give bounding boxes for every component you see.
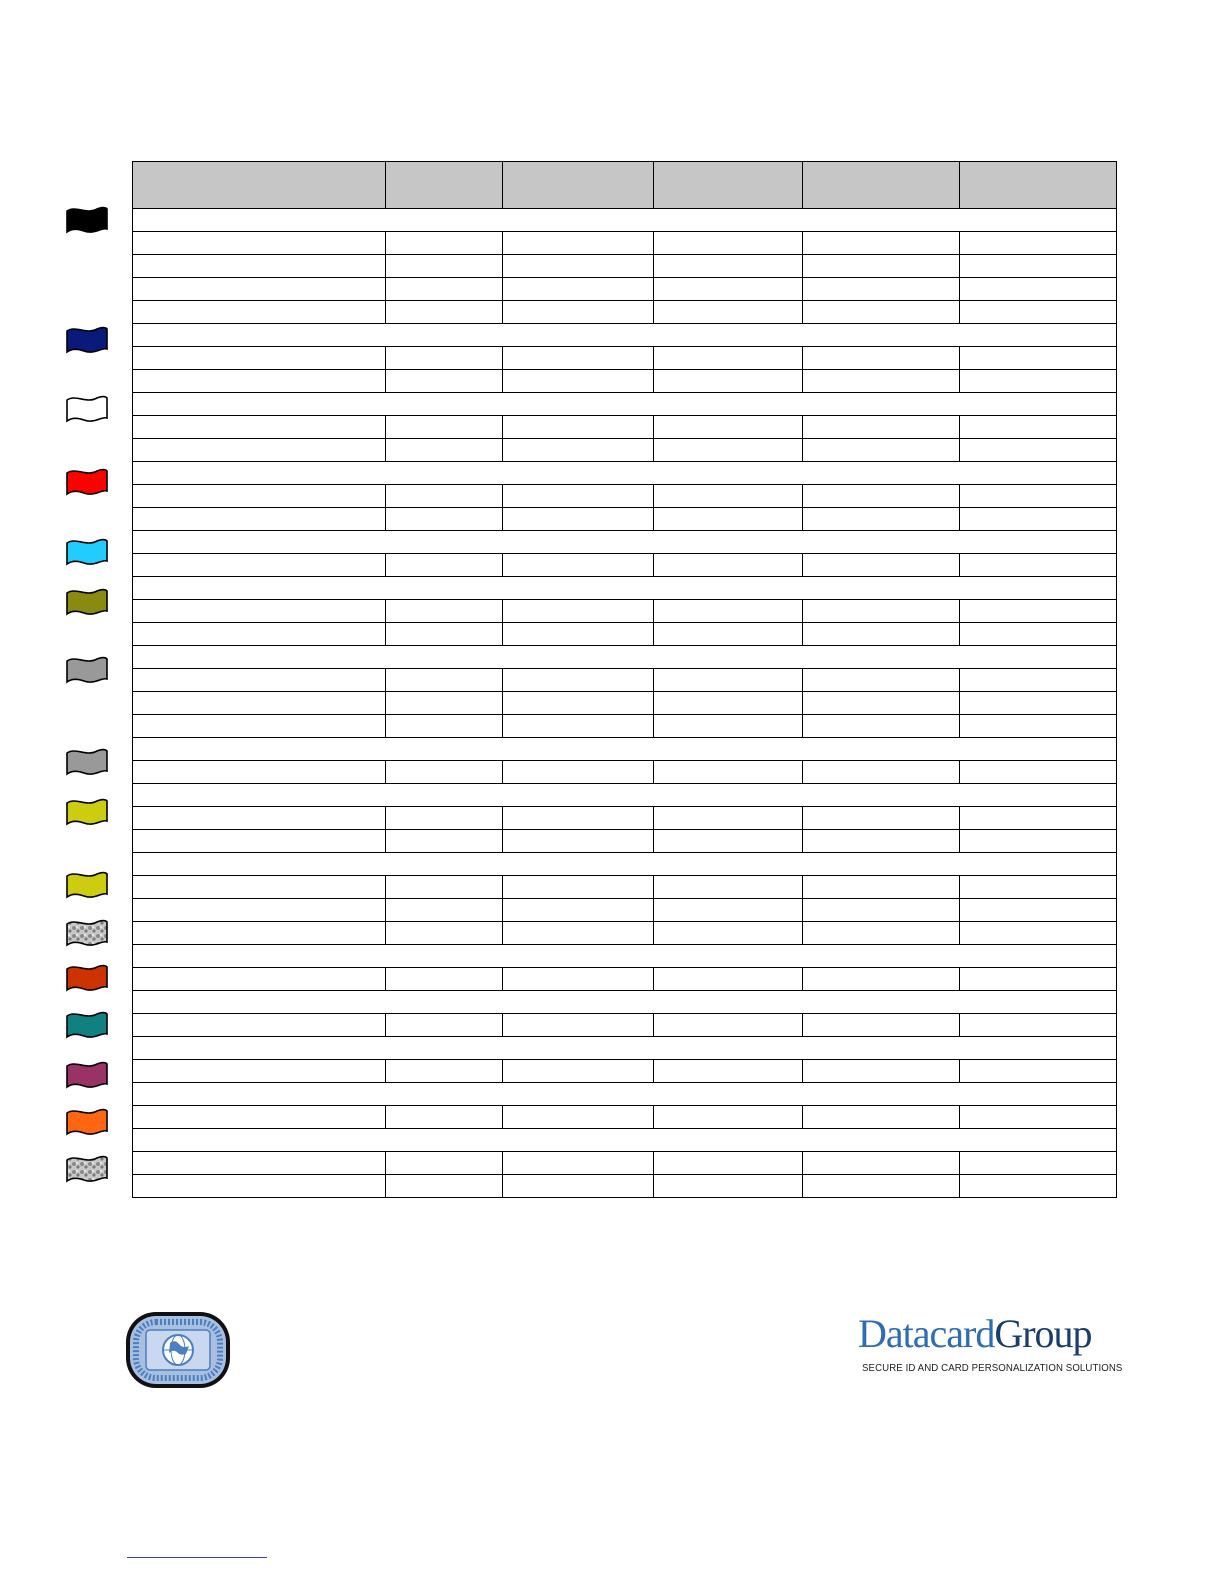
olive-ribbon-swatch (64, 587, 110, 617)
group-label-cell (133, 991, 1117, 1014)
table-cell (503, 830, 654, 853)
table-cell (654, 278, 803, 301)
table-cell (386, 623, 503, 646)
group-label-cell (133, 577, 1117, 600)
table-cell (503, 1106, 654, 1129)
table-cell (960, 715, 1117, 738)
teal-ribbon-swatch (64, 1010, 110, 1040)
table-row (133, 554, 1117, 577)
table-cell (654, 1175, 803, 1198)
table-cell (133, 232, 386, 255)
table-cell (803, 1175, 960, 1198)
table-cell (960, 807, 1117, 830)
table-cell (803, 232, 960, 255)
table-cell (803, 830, 960, 853)
table-group-row (133, 577, 1117, 600)
table-cell (503, 922, 654, 945)
table-cell (960, 1152, 1117, 1175)
table-cell (386, 278, 503, 301)
table-cell (960, 830, 1117, 853)
table-cell (803, 1014, 960, 1037)
table-row (133, 232, 1117, 255)
table-group-row (133, 1037, 1117, 1060)
table-row (133, 600, 1117, 623)
table-cell (803, 1152, 960, 1175)
table-cell (803, 1060, 960, 1083)
brand-name (858, 1312, 1092, 1356)
table-row (133, 370, 1117, 393)
table-row (133, 1152, 1117, 1175)
table-cell (133, 301, 386, 324)
group-label-cell (133, 462, 1117, 485)
table-cell (803, 807, 960, 830)
table-row (133, 922, 1117, 945)
table-cell (960, 278, 1117, 301)
table-cell (960, 370, 1117, 393)
table-group-row (133, 738, 1117, 761)
black-ribbon-swatch (64, 205, 110, 235)
table-cell (503, 623, 654, 646)
group-label-cell (133, 531, 1117, 554)
table-group-row (133, 646, 1117, 669)
table-cell (133, 830, 386, 853)
table-cell (960, 1014, 1117, 1037)
navy-ribbon-swatch (64, 325, 110, 355)
table-cell (503, 416, 654, 439)
group-label-cell (133, 1037, 1117, 1060)
table-cell (503, 692, 654, 715)
table-cell (803, 1106, 960, 1129)
table-cell (503, 255, 654, 278)
group-label-cell (133, 784, 1117, 807)
table-cell (133, 623, 386, 646)
table-row (133, 301, 1117, 324)
table-cell (803, 416, 960, 439)
table-cell (386, 232, 503, 255)
group-label-cell (133, 945, 1117, 968)
table-cell (133, 899, 386, 922)
table-cell (503, 508, 654, 531)
table-cell (133, 1152, 386, 1175)
table-row (133, 439, 1117, 462)
table-cell (960, 692, 1117, 715)
table-cell (386, 255, 503, 278)
table-group-row (133, 991, 1117, 1014)
table-cell (386, 876, 503, 899)
table-cell (654, 1106, 803, 1129)
table-row (133, 485, 1117, 508)
table-cell (803, 715, 960, 738)
certified-supplies-seal (124, 1310, 232, 1390)
table-row (133, 347, 1117, 370)
table-cell (386, 301, 503, 324)
table-cell (960, 968, 1117, 991)
table-cell (654, 899, 803, 922)
table-row (133, 278, 1117, 301)
table-cell (803, 278, 960, 301)
table-cell (654, 807, 803, 830)
table-cell (654, 669, 803, 692)
table-cell (386, 669, 503, 692)
table-cell (654, 715, 803, 738)
table-row (133, 968, 1117, 991)
table-cell (386, 416, 503, 439)
table-cell (133, 1060, 386, 1083)
table-cell (803, 370, 960, 393)
table-cell (960, 876, 1117, 899)
table-cell (133, 922, 386, 945)
table-row (133, 1014, 1117, 1037)
table-cell (386, 1175, 503, 1198)
group-label-cell (133, 393, 1117, 416)
table-cell (133, 1175, 386, 1198)
table-cell (386, 485, 503, 508)
table-cell (503, 439, 654, 462)
table-row (133, 416, 1117, 439)
table-cell (133, 669, 386, 692)
table-row (133, 899, 1117, 922)
header-cell-product (133, 162, 386, 209)
header-cell-6 (960, 162, 1117, 209)
table-group-row (133, 1083, 1117, 1106)
table-cell (803, 968, 960, 991)
table-row (133, 807, 1117, 830)
table-cell (133, 692, 386, 715)
table-cell (960, 922, 1117, 945)
table-cell (960, 1106, 1117, 1129)
table-cell (960, 485, 1117, 508)
table-cell (133, 278, 386, 301)
table-cell (133, 600, 386, 623)
yellow-green-ribbon-swatch-2 (64, 870, 110, 900)
table-cell (654, 830, 803, 853)
table-cell (503, 807, 654, 830)
table-cell (654, 301, 803, 324)
group-label-cell (133, 1083, 1117, 1106)
table-row (133, 1060, 1117, 1083)
table-cell (133, 968, 386, 991)
table-cell (654, 508, 803, 531)
table-cell (960, 761, 1117, 784)
table-cell (133, 255, 386, 278)
table-cell (960, 416, 1117, 439)
brand-name-part1: Datacard (858, 1311, 995, 1356)
table-cell (654, 347, 803, 370)
table-cell (133, 1106, 386, 1129)
table-cell (654, 1060, 803, 1083)
table-cell (803, 669, 960, 692)
table-cell (503, 1152, 654, 1175)
group-label-cell (133, 646, 1117, 669)
table-cell (133, 761, 386, 784)
table-cell (503, 370, 654, 393)
table-cell (503, 301, 654, 324)
silver-texture-ribbon-swatch (64, 918, 110, 948)
table-cell (803, 301, 960, 324)
table-row (133, 715, 1117, 738)
table-body (133, 209, 1117, 1198)
table-cell (503, 1175, 654, 1198)
footer-link-rule[interactable] (127, 1557, 267, 1558)
table-cell (133, 715, 386, 738)
table-row (133, 761, 1117, 784)
table-cell (803, 347, 960, 370)
brand-tagline: SECURE ID AND CARD PERSONALIZATION SOLUTIONS (862, 1362, 1123, 1374)
table-cell (133, 347, 386, 370)
header-cell-4 (654, 162, 803, 209)
table-cell (803, 922, 960, 945)
table-cell (960, 439, 1117, 462)
table-cell (386, 692, 503, 715)
table-cell (503, 554, 654, 577)
table-group-row (133, 784, 1117, 807)
table-header-row (133, 162, 1117, 209)
group-label-cell (133, 853, 1117, 876)
group-label-cell (133, 738, 1117, 761)
table-cell (654, 968, 803, 991)
table-cell (960, 301, 1117, 324)
table-group-row (133, 462, 1117, 485)
table-cell (654, 922, 803, 945)
table-cell (803, 600, 960, 623)
table-cell (386, 761, 503, 784)
table-cell (803, 439, 960, 462)
brand-name-part2: Group (994, 1311, 1092, 1356)
table-cell (386, 968, 503, 991)
table-cell (960, 1175, 1117, 1198)
table-row (133, 669, 1117, 692)
table-cell (654, 439, 803, 462)
table-cell (503, 968, 654, 991)
table-cell (503, 761, 654, 784)
table-cell (386, 830, 503, 853)
table-row (133, 255, 1117, 278)
table-cell (960, 623, 1117, 646)
table-cell (503, 669, 654, 692)
gray-ribbon-swatch-2 (64, 747, 110, 777)
group-label-cell (133, 1129, 1117, 1152)
table-cell (654, 255, 803, 278)
table-cell (654, 485, 803, 508)
group-label-cell (133, 324, 1117, 347)
table-cell (654, 232, 803, 255)
table-cell (503, 485, 654, 508)
table-cell (803, 554, 960, 577)
rust-ribbon-swatch (64, 963, 110, 993)
table-cell (133, 370, 386, 393)
header-cell-3 (503, 162, 654, 209)
table-cell (386, 807, 503, 830)
table-group-row (133, 393, 1117, 416)
table-cell (960, 255, 1117, 278)
table-cell (386, 922, 503, 945)
table-cell (133, 485, 386, 508)
ribbon-compatibility-table (132, 161, 1117, 1198)
table-cell (133, 439, 386, 462)
table-cell (386, 439, 503, 462)
red-ribbon-swatch (64, 467, 110, 497)
table-cell (654, 623, 803, 646)
table-cell (386, 1106, 503, 1129)
table-cell (654, 876, 803, 899)
table-cell (654, 554, 803, 577)
table-cell (960, 508, 1117, 531)
table-cell (803, 761, 960, 784)
table-group-row (133, 324, 1117, 347)
table-cell (386, 1060, 503, 1083)
table-row (133, 1175, 1117, 1198)
table-row (133, 623, 1117, 646)
table-cell (654, 1014, 803, 1037)
table-row (133, 830, 1117, 853)
table-cell (386, 600, 503, 623)
table-cell (133, 554, 386, 577)
header-cell-5 (803, 162, 960, 209)
table-cell (503, 600, 654, 623)
table-cell (503, 715, 654, 738)
table-cell (386, 899, 503, 922)
table-cell (386, 715, 503, 738)
header-cell-2 (386, 162, 503, 209)
table-cell (133, 508, 386, 531)
table-group-row (133, 945, 1117, 968)
table-cell (386, 508, 503, 531)
table-group-row (133, 853, 1117, 876)
table-cell (960, 232, 1117, 255)
table-cell (960, 899, 1117, 922)
table-cell (960, 600, 1117, 623)
table-cell (503, 1060, 654, 1083)
table-cell (133, 1014, 386, 1037)
table-cell (503, 1014, 654, 1037)
plum-ribbon-swatch (64, 1060, 110, 1090)
table-cell (503, 899, 654, 922)
datacard-group-logo (858, 1311, 1123, 1382)
gray-ribbon-swatch (64, 655, 110, 685)
table-cell (654, 692, 803, 715)
table-cell (654, 600, 803, 623)
table-cell (654, 416, 803, 439)
table-row (133, 508, 1117, 531)
table-cell (803, 485, 960, 508)
table-cell (803, 508, 960, 531)
table-cell (133, 876, 386, 899)
table-cell (133, 807, 386, 830)
table-cell (654, 370, 803, 393)
yellow-green-ribbon-swatch (64, 797, 110, 827)
table-cell (503, 876, 654, 899)
table-cell (960, 1060, 1117, 1083)
table-cell (386, 370, 503, 393)
table-cell (803, 255, 960, 278)
table-cell (386, 1014, 503, 1037)
table-cell (386, 1152, 503, 1175)
table-cell (386, 554, 503, 577)
table-row (133, 1106, 1117, 1129)
table-group-row (133, 209, 1117, 232)
table-cell (654, 1152, 803, 1175)
table-cell (503, 347, 654, 370)
white-ribbon-swatch (64, 394, 110, 424)
orange-ribbon-swatch (64, 1107, 110, 1137)
table-cell (133, 416, 386, 439)
silver-texture-ribbon-swatch-2 (64, 1154, 110, 1184)
table-cell (503, 278, 654, 301)
table-cell (803, 623, 960, 646)
table-group-row (133, 531, 1117, 554)
table-row (133, 876, 1117, 899)
table-cell (960, 347, 1117, 370)
cyan-ribbon-swatch (64, 537, 110, 567)
table-cell (960, 554, 1117, 577)
table-row (133, 692, 1117, 715)
table-cell (803, 899, 960, 922)
table-cell (803, 876, 960, 899)
table-cell (654, 761, 803, 784)
table-cell (960, 669, 1117, 692)
table-cell (503, 232, 654, 255)
table-cell (803, 692, 960, 715)
group-label-cell (133, 209, 1117, 232)
table-cell (386, 347, 503, 370)
table-group-row (133, 1129, 1117, 1152)
